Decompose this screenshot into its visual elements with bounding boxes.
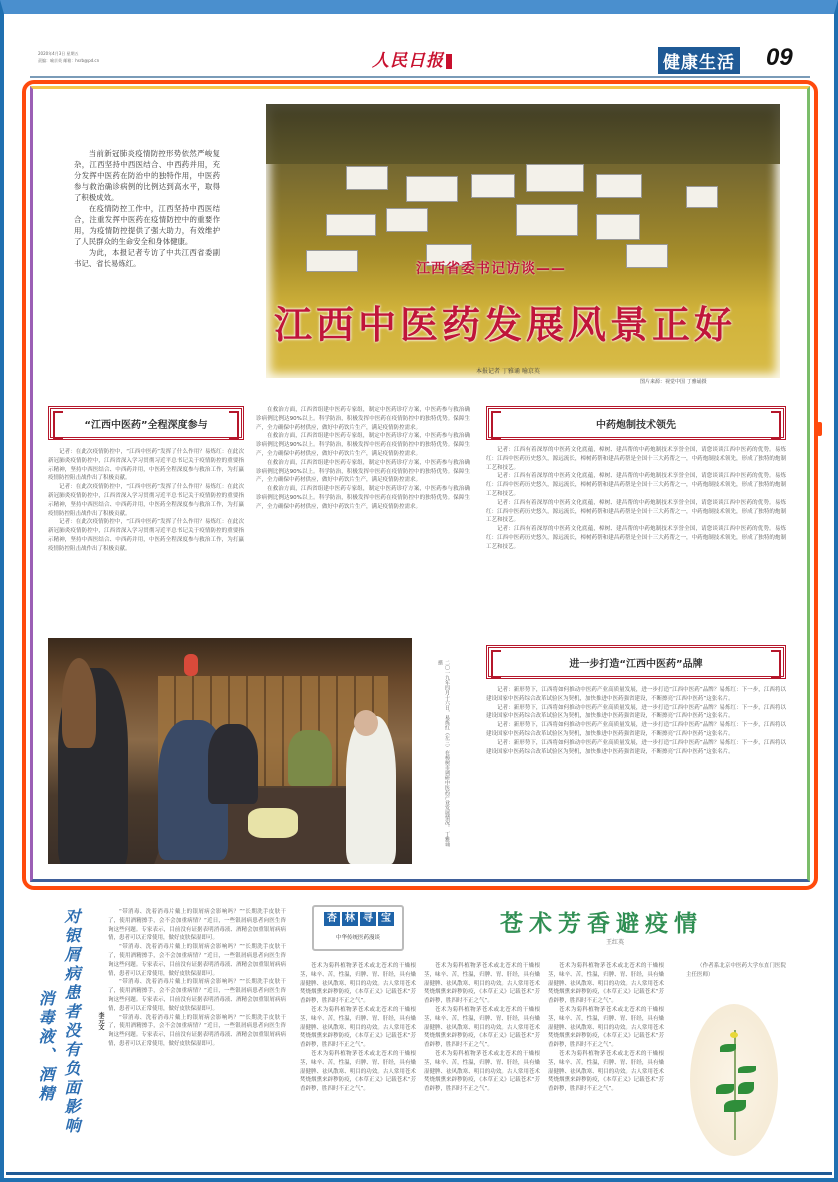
logo-char: 林 bbox=[342, 912, 358, 926]
right-article-title: 苍术芳香避疫情 bbox=[500, 911, 703, 937]
leaf-icon bbox=[716, 1084, 734, 1094]
column-text: 记者：新形势下，江西将如何推动中医药产业高质量发展，进一步打造“江西中医药”品牌？易炼红：下一步，江西将以建设国家中医药综合改革试验区为契机，加快推进中医药强省建设，不断擦亮“江西中医药”这张名片。 bbox=[486, 704, 786, 720]
masthead-rule bbox=[30, 76, 810, 78]
column-text: 在救治方面，江西省组建中医药专家组，制定中医药诊疗方案，中医药参与救治确诊病例比例达90%以上。科学防治，积极发挥中医药在疫情防控中的独特优势。保障生产，全力确保中药材供应，做好中药饮片生产，满足疫情防控需求。 bbox=[256, 433, 470, 457]
village-house bbox=[386, 208, 428, 232]
leaf-icon bbox=[724, 1100, 746, 1112]
highlight-handle[interactable] bbox=[817, 422, 822, 436]
column-text: 记者：在此次疫情防控中，“江西中医药”发挥了什么作用？易炼红：在此次新冠肺炎疫情防控中，江西省深入学习贯彻习近平总书记关于疫情防控的重要指示精神，坚持中西医结合、中西药并用，中医药全程深度参与救治工作，为打赢疫情防控阻击战作出了积极贡献。 bbox=[48, 519, 244, 552]
column-text: 苍术为菊科植物茅苍术或北苍术的干燥根茎，味辛、苦，性温，归脾、胃、肝经，具有燥湿健脾、祛风散寒、明目的功效。古人常用苍术焚烧烟熏来辟秽防疫，《本草正义》记载苍术“芳香辟秽，胜四时不正之气”。 bbox=[548, 963, 664, 1005]
column-text: 记者：江西有着深厚的中医药文化底蕴，樟树、建昌帮的中药炮制技术享誉全国，请您谈谈江西中医药的优势。易炼红：江西中医药历史悠久，源远流长，樟树药帮和建昌药帮是全国十三大药帮之一，中药炮制技术领先，形成了独特的炮制工艺和技艺。 bbox=[486, 473, 786, 497]
column-text: “带消毒、洗着消毒片戴上的银屑病会影响吗？”“长期洗手皮肤干了，使用酒精擦手，会不会加重病情？”近日，一些银屑病患者向医生咨询这些问题。专家表示，目前没有证据表明消毒液、酒精会加重银屑病病情，患者可以正常使用，做好皮肤保湿即可。 bbox=[108, 909, 286, 942]
herb-package bbox=[248, 808, 298, 838]
column-text: 苍术为菊科植物茅苍术或北苍术的干燥根茎，味辛、苦，性温，归脾、胃、肝经，具有燥湿健脾、祛风散寒、明目的功效。古人常用苍术焚烧烟熏来辟秽防疫，《本草正义》记载苍术“芳香辟秽，胜四时不正之气”。 bbox=[424, 1050, 540, 1093]
column-text: 记者：江西有着深厚的中医药文化底蕴，樟树、建昌帮的中药炮制技术享誉全国，请您谈谈江西中医药的优势。易炼红：江西中医药历史悠久，源远流长，樟树药帮和建昌药帮是全国十三大药帮之一，中药炮制技术领先，形成了独特的炮制工艺和技艺。 bbox=[486, 447, 786, 471]
column-text: 在救治方面，江西省组建中医药专家组，制定中医药诊疗方案，中医药参与救治确诊病例比例达90%以上。科学防治，积极发挥中医药在疫情防控中的独特优势。保障生产，全力确保中药材供应，做好中药饮片生产，满足疫情防控需求。 bbox=[256, 459, 470, 484]
logo-text: 人民日报 bbox=[372, 51, 444, 71]
flower-icon bbox=[730, 1032, 738, 1038]
column-text: 苍术为菊科植物茅苍术或北苍术的干燥根茎，味辛、苦，性温，归脾、胃、肝经，具有燥湿健脾、祛风散寒、明目的功效。古人常用苍术焚烧烟熏来辟秽防疫，《本草正义》记载苍术“芳香辟秽，胜四时不正之气”。 bbox=[424, 1006, 540, 1049]
article-column-1 bbox=[48, 448, 244, 628]
vertical-headline-line1: 对银屑病患者没有负面影响 bbox=[62, 908, 81, 1136]
lantern-icon bbox=[184, 654, 198, 676]
logo-char: 宝 bbox=[378, 912, 394, 926]
column-text: “带消毒、洗着消毒片戴上的银屑病会影响吗？”“长期洗手皮肤干了，使用酒精擦手，会不会加重病情？”近日，一些银屑病患者向医生咨询这些问题。专家表示，目前没有证据表明消毒液、酒精会加重银屑病病情，患者可以正常使用，做好皮肤保湿即可。 bbox=[108, 979, 286, 1012]
intro-paragraph: 为此，本报记者专访了中共江西省委副书记、省长易炼红。 bbox=[74, 248, 220, 268]
masthead-meta bbox=[38, 50, 99, 64]
village-house bbox=[686, 186, 718, 208]
newspaper-logo bbox=[372, 46, 452, 71]
village-house bbox=[526, 164, 584, 192]
column-text: “带消毒、洗着消毒片戴上的银屑病会影响吗？”“长期洗手皮肤干了，使用酒精擦手，会不会加重病情？”近日，一些银屑病患者向医生咨询这些问题。专家表示，目前没有证据表明消毒液、酒精会加重银屑病病情，患者可以正常使用，做好皮肤保湿即可。 bbox=[108, 944, 286, 977]
logo-seal-icon bbox=[446, 54, 452, 69]
right-article-col-2 bbox=[424, 962, 540, 1162]
leaf-icon bbox=[738, 1066, 756, 1073]
column-text: 记者：新形势下，江西将如何推动中医药产业高质量发展，进一步打造“江西中医药”品牌？易炼红：下一步，江西将以建设国家中医药综合改革试验区为契机，加快推进中医药强省建设，不断擦亮“江西中医药”这张名片。 bbox=[486, 687, 786, 702]
village-house bbox=[406, 176, 458, 202]
column-logo-chars bbox=[324, 912, 394, 926]
person-head bbox=[354, 710, 378, 736]
hero-title: 江西中医药发展风景正好 bbox=[274, 303, 737, 347]
article-column-2 bbox=[256, 406, 470, 624]
person-figure bbox=[208, 724, 258, 804]
column-text: 苍术为菊科植物茅苍术或北苍术的干燥根茎，味辛、苦，性温，归脾、胃、肝经，具有燥湿健脾、祛风散寒、明目的功效。古人常用苍术焚烧烟熏来辟秽防疫，《本草正义》记载苍术“芳香辟秽，胜四时不正之气”。 bbox=[300, 963, 416, 1005]
village-house bbox=[596, 174, 642, 198]
intro-paragraph: 在疫情防控工作中，江西坚持中西医结合，注重发挥中医药在疫情防控中的重要作用，为疫情防控提供了强大助力，有效维护了人民群众的生命安全和身体健康。 bbox=[74, 204, 220, 246]
column-text: 记者：江西有着深厚的中医药文化底蕴，樟树、建昌帮的中药炮制技术享誉全国，请您谈谈江西中医药的优势。易炼红：江西中医药历史悠久，源远流长，樟树药帮和建昌药帮是全国十三大药帮之一，中药炮制技术领先，形成了独特的炮制工艺和技艺。 bbox=[486, 526, 786, 550]
intro-text bbox=[74, 148, 220, 269]
section-badge: 健康生活 bbox=[658, 47, 740, 74]
source-note: （作者系北京中医药大学东直门医院主任医师） bbox=[686, 963, 786, 978]
date-line: 2020年4月3日 星期五 bbox=[38, 51, 79, 56]
left-article-author: 李元文 bbox=[97, 1012, 104, 1030]
village-house bbox=[626, 244, 668, 268]
hero-byline: 本报记者 丁雅诵 喻京英 bbox=[476, 368, 540, 375]
column-text: 苍术为菊科植物茅苍术或北苍术的干燥根茎，味辛、苦，性温，归脾、胃、肝经，具有燥湿健脾、祛风散寒、明目的功效。古人常用苍术焚烧烟熏来辟秽防疫，《本草正义》记载苍术“芳香辟秽，胜四时不正之气”。 bbox=[300, 1050, 416, 1093]
section-heading-processing: 中药炮制技术领先 bbox=[486, 406, 786, 440]
person-hair bbox=[62, 658, 96, 748]
village-house bbox=[596, 214, 640, 240]
right-article-col-3 bbox=[548, 962, 664, 1162]
village-house bbox=[346, 166, 388, 190]
article-column-4 bbox=[486, 686, 786, 866]
column-text: “带消毒、洗着消毒片戴上的银屑病会影响吗？”“长期洗手皮肤干了，使用酒精擦手，会不会加重病情？”近日，一些银屑病患者向医生咨询这些问题。专家表示，目前没有证据表明消毒液、酒精会加重银屑病病情，患者可以正常使用，做好皮肤保湿即可。 bbox=[108, 1014, 286, 1047]
column-text: 在救治方面，江西省组建中医药专家组，制定中医药诊疗方案，中医药参与救治确诊病例比例达90%以上。科学防治，积极发挥中医药在疫情防控中的独特优势。保障生产，全力确保中药材供应，做好中药饮片生产，满足疫情防控需求。 bbox=[256, 486, 470, 510]
village-house bbox=[326, 214, 376, 236]
column-text: 记者：在此次疫情防控中，“江西中医药”发挥了什么作用？易炼红：在此次新冠肺炎疫情防控中，江西省深入学习贯彻习近平总书记关于疫情防控的重要指示精神，坚持中西医结合、中西药并用，中医药全程深度参与救治工作，为打赢疫情防控阻击战作出了积极贡献。 bbox=[48, 449, 244, 482]
hero-image bbox=[266, 104, 780, 378]
village-house bbox=[471, 174, 515, 198]
column-text: 在救治方面，江西省组建中医药专家组，制定中医药诊疗方案，中医药参与救治确诊病例比例达90%以上。科学防治，积极发挥中医药在疫情防控中的独特优势。保障生产，全力确保中药材供应，做好中药饮片生产，满足疫情防控需求。 bbox=[256, 407, 470, 431]
leaf-icon bbox=[738, 1082, 754, 1094]
village-house bbox=[306, 250, 358, 272]
column-text: 苍术为菊科植物茅苍术或北苍术的干燥根茎，味辛、苦，性温，归脾、胃、肝经，具有燥湿健脾、祛风散寒、明目的功效。古人常用苍术焚烧烟熏来辟秽防疫，《本草正义》记载苍术“芳香辟秽，胜四时不正之气”。 bbox=[424, 963, 540, 1005]
right-article-author: 王红英 bbox=[606, 939, 625, 946]
column-text: 记者：新形势下，江西将如何推动中医药产业高质量发展，进一步打造“江西中医药”品牌？易炼红：下一步，江西将以建设国家中医药综合改革试验区为契机，加快推进中医药强省建设，不断擦亮“江西中医药”这张名片。 bbox=[486, 739, 786, 755]
herb-illustration bbox=[690, 1004, 778, 1156]
editor-line: 责编：喻京英 邮箱：hsrb@pd.cn bbox=[38, 58, 100, 63]
page-number: 09 bbox=[766, 44, 793, 71]
article-column-3 bbox=[486, 446, 786, 636]
column-text: 苍术为菊科植物茅苍术或北苍术的干燥根茎，味辛、苦，性温，归脾、胃、肝经，具有燥湿健脾、祛风散寒、明目的功效。古人常用苍术焚烧烟熏来辟秽防疫，《本草正义》记载苍术“芳香辟秽，胜四时不正之气”。 bbox=[548, 1006, 664, 1049]
bottom-frame-rule bbox=[6, 1172, 832, 1175]
photo-credit: 图片来源：视觉中国 丁雅诵摄 bbox=[640, 379, 707, 385]
hero-subtitle: 江西省委书记访谈—— bbox=[416, 261, 566, 277]
news-photo bbox=[48, 638, 412, 864]
intro-paragraph: 当前新冠肺炎疫情防控形势依然严峻复杂，江西坚持中西医结合、中西药并用，充分发挥中医药在防治中的独特作用，中医药参与救治确诊病例的比例达到高水平，取得了积极成效。 bbox=[74, 149, 220, 202]
section-heading-participation: “江西中医药”全程深度参与 bbox=[48, 406, 244, 440]
column-text: 苍术为菊科植物茅苍术或北苍术的干燥根茎，味辛、苦，性温，归脾、胃、肝经，具有燥湿健脾、祛风散寒、明目的功效。古人常用苍术焚烧烟熏来辟秽防疫，《本草正义》记载苍术“芳香辟秽，胜四时不正之气”。 bbox=[300, 1006, 416, 1049]
column-logo-subtitle: 中华传统医药漫谈 bbox=[335, 935, 380, 941]
person-figure bbox=[346, 716, 396, 864]
column-logo-box bbox=[312, 905, 404, 951]
section-heading-brand: 进一步打造“江西中医药”品牌 bbox=[486, 645, 786, 679]
column-text: 记者：在此次疫情防控中，“江西中医药”发挥了什么作用？易炼红：在此次新冠肺炎疫情防控中，江西省深入学习贯彻习近平总书记关于疫情防控的重要指示精神，坚持中西医结合、中西药并用，中医药全程深度参与救治工作，为打赢疫情防控阻击战作出了积极贡献。 bbox=[48, 484, 244, 517]
leaf-icon bbox=[720, 1044, 736, 1052]
photo-caption: 二〇一九年四月十六日，易炼红（左三）在樟树市调研中医药产业发展情况。 丁雅诵摄 bbox=[437, 660, 450, 847]
right-article-col-4 bbox=[686, 962, 786, 1000]
column-text: 记者：江西有着深厚的中医药文化底蕴，樟树、建昌帮的中药炮制技术享誉全国，请您谈谈江西中医药的优势。易炼红：江西中医药历史悠久，源远流长，樟树药帮和建昌药帮是全国十三大药帮之一，中药炮制技术领先，形成了独特的炮制工艺和技艺。 bbox=[486, 499, 786, 524]
right-article-col-1 bbox=[300, 962, 416, 1162]
logo-char: 寻 bbox=[360, 912, 376, 926]
vertical-headline-line2: 消毒液、酒精 bbox=[36, 990, 55, 1104]
hero-hillside bbox=[266, 104, 780, 164]
person-figure bbox=[288, 730, 332, 786]
left-article-body bbox=[108, 908, 286, 1158]
village-house bbox=[516, 204, 578, 236]
column-text: 苍术为菊科植物茅苍术或北苍术的干燥根茎，味辛、苦，性温，归脾、胃、肝经，具有燥湿健脾、祛风散寒、明目的功效。古人常用苍术焚烧烟熏来辟秽防疫，《本草正义》记载苍术“芳香辟秽，胜四时不正之气”。 bbox=[548, 1050, 664, 1093]
logo-char: 杏 bbox=[324, 912, 340, 926]
column-text: 记者：新形势下，江西将如何推动中医药产业高质量发展，进一步打造“江西中医药”品牌？易炼红：下一步，江西将以建设国家中医药综合改革试验区为契机，加快推进中医药强省建设，不断擦亮“江西中医药”这张名片。 bbox=[486, 722, 786, 737]
